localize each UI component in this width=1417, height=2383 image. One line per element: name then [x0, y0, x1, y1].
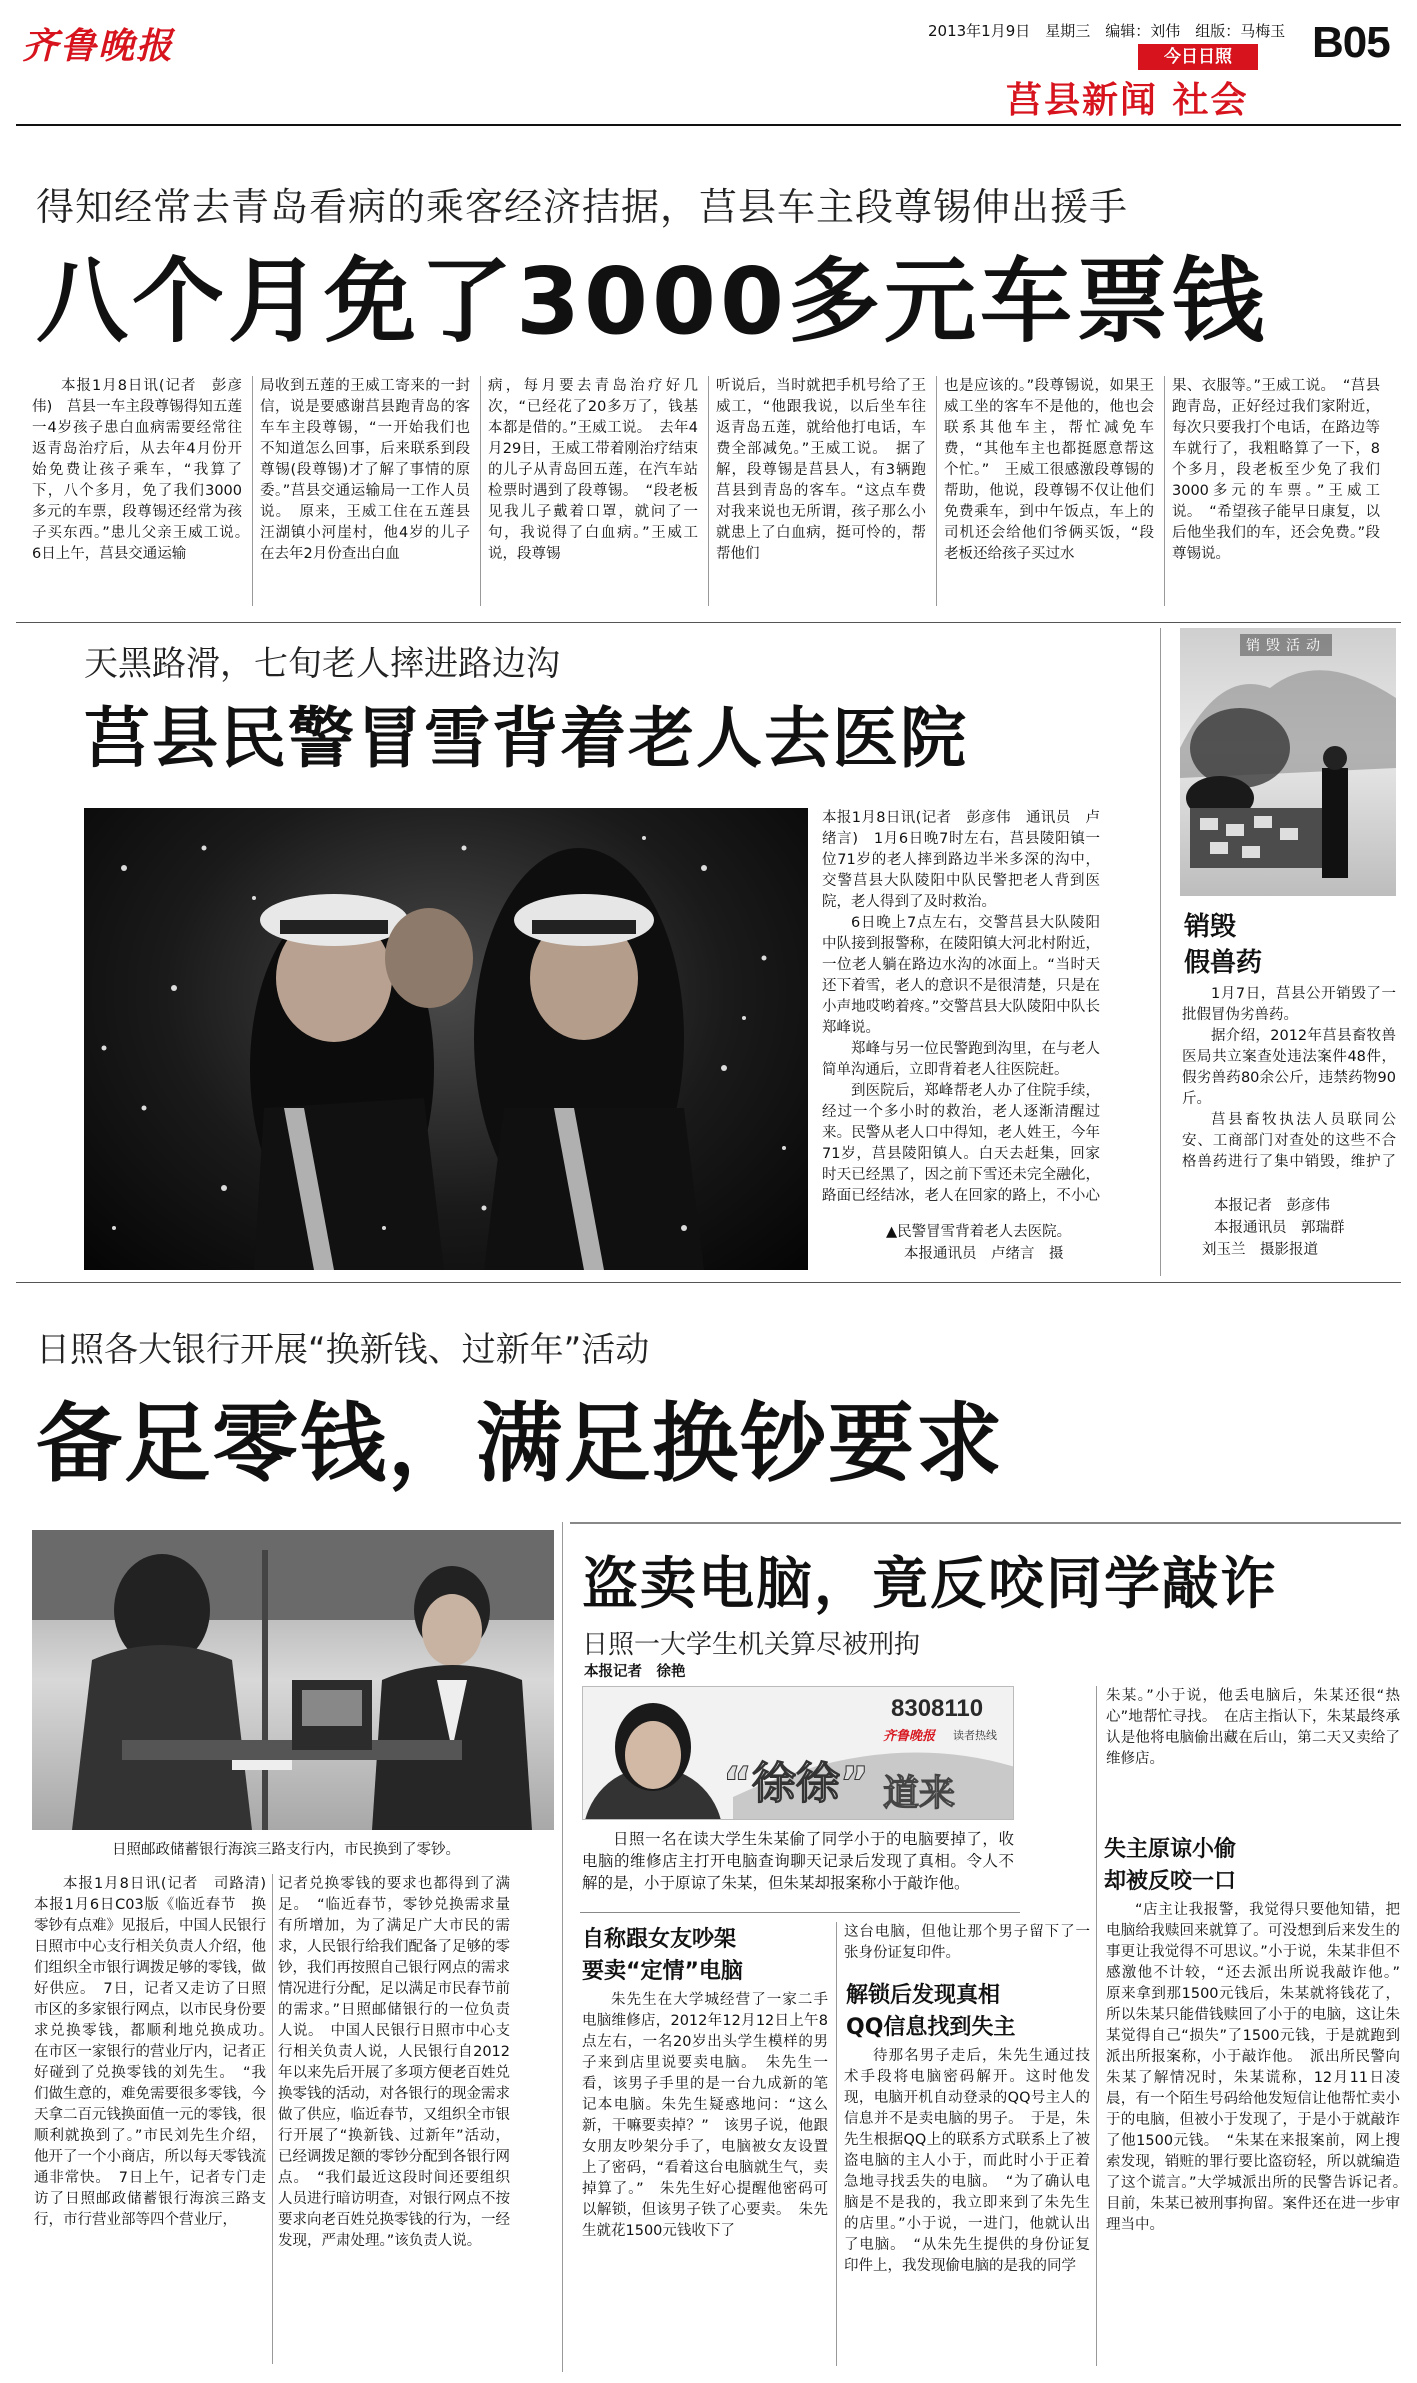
article-1-col-4-text: 听说后，当时就把手机号给了王威工，“他跟我说，以后坐车往返青岛五莲，就给他打电话，车费全部减免。”王威工说。 据了解，段尊锡是莒县人，有3辆跑莒县到青岛的客车。“这点车费对我来说也无所谓，孩子那么小就患上了白血病，挺可怜的，帮帮他们	[716, 378, 926, 562]
article-2-para: 到医院后，郑峰帮老人办了住院手续，经过一个多小时的救治，老人逐渐清醒过来。民警从老人口中得知，老人姓王，今年71岁，莒县陵阳镇人。白天去赶集，回家时天已经黑了，因之前下雪还未完全融化，路面已经结冰，老人在回家的路上，不小心	[822, 1083, 1100, 1204]
destroy-fake-drugs-photo	[1180, 628, 1396, 896]
sub-1-title-2: 要卖“定情”电脑	[582, 1959, 743, 1984]
photo-tag-label: 销毁活动	[1240, 634, 1332, 656]
column-badge	[582, 1686, 1014, 1820]
article-4-right-bottom-text: “店主让我报警，我觉得只要他知错，把电脑给我赎回来就算了。可没想到后来发生的事更让我觉得不可思议。”小于说，朱某非但不感激他不计较，“还去派出所说我敲诈他。” 原来拿到那1500元钱后，朱某就将钱花了，所以朱某只能借钱赎回了小于的电脑，这让朱某觉得自己“损失”了1500元钱，于是就跑到派出所报案称，小于敲诈他。 派出所民警向朱某了解情况时，朱某谎称，12月11日凌晨，有一个陌生号码给他发短信让他帮忙卖小于的电脑，但被小于发现了，于是小于就敲诈了他1500元钱。 “朱某在来报案前，网上搜索发现，销赃的罪行要比盗窃轻，所以就编造了这个谎言。”大学城派出所的民警告诉记者。 目前，朱某已被刑事拘留。案件还在进一步审理当中。	[1106, 1902, 1400, 2233]
article-4-lead-text: 日照一名在读大学生朱某偷了同学小于的电脑要掉了，收电脑的维修店主打开电脑查询聊天记录后发现了真相。令人不解的是，小于原谅了朱某，但朱某却报案称小于敲诈他。	[582, 1830, 1014, 1892]
article-1-col-4	[716, 376, 926, 616]
article-3-photo-caption: 日照邮政储蓄银行海滨三路支行内，市民换到了零钞。	[112, 1842, 460, 1858]
photo-illustration	[84, 808, 808, 1270]
col-divider	[708, 376, 709, 606]
article-3-col-2	[278, 1874, 510, 2368]
sub-2-top	[844, 1922, 1090, 1966]
article-4-byline: 本报记者 徐艳	[584, 1664, 686, 1680]
sidebar-headline-line1: 销毁	[1184, 912, 1237, 942]
article-2-body	[822, 808, 1100, 1208]
article-1-col-2-text: 局收到五莲的王威工寄来的一封信，说是要感谢莒县跑青岛的客车车主段尊锡，“一开始我们也不知道怎么回事，后来联系到段尊锡(段尊锡)才了解了事情的原委。”莒县交通运输局一工作人员说。 原来，王威工住在五莲县汪湖镇小河崖村，他4岁的儿子在去年2月份查出白血	[260, 378, 470, 562]
sidebar-credit-2: 本报通讯员 郭瑞群	[1214, 1220, 1345, 1236]
col-divider	[252, 376, 253, 606]
col-divider	[936, 376, 937, 606]
article-3-col-1-text: 本报1月8日讯(记者 司路清) 本报1月6日C03版《临近春节 换零钞有点难》见报后，中国人民银行日照市中心支行相关负责人介绍，他们组织全市银行调拨足够的零钱，做好供应。 7日，记者又走访了日照市区的多家银行网点，以市民身份要求兑换零钱，都顺利地兑换成功。 在市区一家银行的营业厅内，记者正好碰到了兑换零钱的刘先生。 “我们做生意的，难免需要很多零钱，今天拿二百元钱换面值一元的零钱，很顺利就换到了。”市民刘先生介绍，他开了一个小商店，所以每天零钱流通非常快。 7日上午，记者专门走访了日照邮政储蓄银行海滨三路支行，市行营业部等四个营业厅，	[34, 1876, 266, 2228]
col-divider	[836, 1922, 837, 2366]
article-3-kicker: 日照各大银行开展“换新钱、过新年”活动	[36, 1330, 650, 1370]
column-title-2: 道来	[883, 1773, 956, 1814]
article-4-right-subhead-1: 失主原谅小偷	[1104, 1837, 1237, 1862]
sidebar-credit-1: 本报记者 彭彦伟	[1214, 1198, 1330, 1214]
sub-2-body-text: 待那名男子走后，朱先生通过技术手段将电脑密码解开。这时他发现，电脑开机自动登录的QQ号主人的信息并不是卖电脑的男子。 于是，朱先生根据QQ上的联系方式联系上了被盗电脑的主人小于，而此时小于正着急地寻找丢失的电脑。 “为了确认电脑是不是我的，我立即来到了朱先生的店里。”小于说，一进门，他就认出了电脑。 “从朱先生提供的身份证复印件上，我发现偷电脑的是我的同学	[844, 2048, 1090, 2274]
article-4-right-bottom	[1106, 1900, 1400, 2370]
masthead-rule	[16, 124, 1401, 126]
article-1-col-3	[488, 376, 698, 616]
col-divider	[272, 1874, 273, 2364]
section-divider	[16, 622, 1401, 623]
section-title: 莒县新闻 社会	[1006, 80, 1249, 121]
col-divider	[1096, 1686, 1097, 2366]
sub-1-body	[582, 1990, 828, 2370]
article-1-col-6-text: 果、衣服等。”王威工说。 “莒县跑青岛，正好经过我们家附近，每次只要我打个电话，在路边等车就行了，我粗略算了一下，8个多月，段老板至少免了我们3000多元的车票。”王威工说。 “希望孩子能早日康复，以后他坐我们的车，还会免费。”段尊锡说。	[1172, 378, 1380, 562]
article-1-col-5	[944, 376, 1154, 616]
article-1-col-6	[1172, 376, 1380, 616]
date-editor-line: 2013年1月9日 星期三 编辑：刘伟 组版：马梅玉	[928, 22, 1286, 40]
article-1-col-1-text: 本报1月8日讯(记者 彭彦伟) 莒县一车主段尊锡得知五莲一4岁孩子患白血病需要经常往返青岛治疗后，从去年4月份开始免费让孩子乘车，“我算了下，八个多月，免了我们3000多元的车票，段尊锡还经常为孩子买东西。”患儿父亲王威工说。 6日上午，莒县交通运输	[32, 378, 242, 562]
article-1-columns	[32, 376, 1380, 616]
sidebar-body	[1182, 984, 1396, 1174]
article-1-col-3-text: 病，每月要去青岛治疗好几次，“已经花了20多万了，钱基本都是借的。”王威工说。 去年4月29日，王威工带着刚治疗结束的儿子从青岛回五莲，在汽车站检票时遇到了段尊锡。 “段老板见我儿子戴着口罩，就问了一句，我说得了白血病。”王威工说，段尊锡	[488, 378, 698, 562]
sidebar-credit-3: 刘玉兰 摄影报道	[1202, 1242, 1318, 1258]
newspaper-logo: 齐鲁晚报	[22, 25, 175, 67]
article-3-col-1	[34, 1874, 266, 2368]
article-4-right-subhead-2: 却被反咬一口	[1104, 1869, 1237, 1894]
column-hotline-label: 读者热线	[953, 1729, 997, 1742]
sidebar-para: 莒县畜牧执法人员联同公安、工商部门对查处的这些不合格兽药进行了集中销毁，维护了	[1182, 1112, 1396, 1170]
article-2-para: 郑峰与另一位民警跑到沟里，在与老人简单沟通后，立即背着老人往医院赶。	[822, 1041, 1100, 1078]
article-4-lead	[582, 1828, 1014, 1908]
article-2-photo-credit: 本报通讯员 卢绪言 摄	[904, 1246, 1064, 1262]
article-1-headline: 八个月免了3000多元车票钱	[36, 248, 1269, 355]
col-divider	[1164, 376, 1165, 606]
article-4-subhead: 日照一大学生机关算尽被刑拘	[582, 1630, 921, 1660]
sub-1-title-1: 自称跟女友吵架	[582, 1927, 737, 1952]
article-1-kicker: 得知经常去青岛看病的乘客经济拮据，莒县车主段尊锡伸出援手	[36, 185, 1129, 229]
article-4-right-top	[1106, 1686, 1400, 1826]
sidebar-divider	[1160, 628, 1161, 1276]
article-2-para: 6日晚上7点左右，交警莒县大队陵阳中队接到报警称，在陵阳镇大河北村附近，一位老人躺在路边水沟的冰面上。“当时天还下着雪，老人的意识不是很清楚，只是在小声地哎哟着疼。”交警莒县大队陵阳中队长郑峰说。	[822, 915, 1100, 1036]
article-4-headline: 盗卖电脑，竟反咬同学敲诈	[582, 1552, 1278, 1617]
column-logo: 齐鲁晚报	[883, 1729, 936, 1744]
sub-2-title-1: 解锁后发现真相	[846, 1983, 1001, 2008]
article-2-headline: 莒县民警冒雪背着老人去医院	[84, 700, 968, 777]
bank-photo-illustration	[32, 1530, 554, 1830]
article-1-col-2	[260, 376, 470, 616]
edition-tag: 今日日照	[1138, 44, 1258, 70]
sub-2-body	[844, 2046, 1090, 2368]
col-divider	[480, 376, 481, 606]
sub-2-title-2: QQ信息找到失主	[846, 2015, 1016, 2040]
sub-2-top-text: 这台电脑，但他让那个男子留下了一张身份证复印件。	[844, 1924, 1090, 1961]
article-1-col-1	[32, 376, 242, 616]
article-4-lead-rule	[580, 1912, 1020, 1913]
sidebar-photo-illustration	[1180, 628, 1396, 896]
article-3-col-2-text: 记者兑换零钱的要求也都得到了满足。 “临近春节，零钞兑换需求量有所增加，为了满足广大市民的需求，人民银行给我们配备了足够的零钞，我们再按照自己银行网点的需求情况进行分配，足以满足市民春节前的需求。”日照邮储银行的一位负责人说。 中国人民银行日照市中心支行相关负责人说，人民银行自2012年以来先后开展了多项方便老百姓兑换零钱的活动，对各银行的现金需求做了供应，临近春节，又组织全市银行开展了“换新钱、过新年”活动，已经调拨足额的零钞分配到各银行网点。 “我们最近这段时间还要组织人员进行暗访明查，对银行网点不按要求向老百姓兑换零钱的行为，一经发现，严肃处理。”该负责人说。	[278, 1876, 510, 2249]
article-2-para: 本报1月8日讯(记者 彭彦伟 通讯员 卢绪言) 1月6日晚7时左右，莒县陵阳镇一位71岁的老人摔到路边半米多深的沟中，交警莒县大队陵阳中队民警把老人背到医院，老人得到了及时救治。	[822, 810, 1100, 910]
column-title-1: “徐徐”	[723, 1758, 869, 1809]
article-2-kicker: 天黑路滑，七旬老人摔进路边沟	[84, 644, 560, 684]
page-number: B05	[1312, 18, 1390, 67]
column-hotline: 8308110	[891, 1695, 984, 1722]
masthead	[0, 0, 1417, 130]
article-2-photo-caption: ▲民警冒雪背着老人去医院。	[886, 1224, 1072, 1240]
article-4-right-top-text: 朱某。”小于说，他丢电脑后，朱某还很“热心”地帮忙寻找。 在店主指认下，朱某最终承认是他将电脑偷出藏在后山，第二天又卖给了维修店。	[1106, 1688, 1400, 1767]
sub-1-body-text: 朱先生在大学城经营了一家二手电脑维修店，2012年12月12日上午8点左右，一名20岁出头学生模样的男子来到店里说要卖电脑。 朱先生一看，该男子手里的是一台九成新的笔记本电脑。朱先生疑惑地问：“这么新，干嘛要卖掉？” 该男子说，他跟女朋友吵架分手了，电脑被女友设置上了密码，“看着这台电脑就生气，卖掉算了。” 朱先生好心提醒他密码可以解锁，但该男子铁了心要卖。 朱先生就花1500元钱收下了	[582, 1992, 828, 2239]
sidebar-para: 据介绍，2012年莒县畜牧兽医局共立案查处违法案件48件，假劣兽药80余公斤，违禁药物90斤。	[1182, 1028, 1396, 1107]
sidebar-headline-line2: 假兽药	[1184, 948, 1263, 978]
bank-counter-photo	[32, 1530, 554, 1830]
sidebar-para: 1月7日，莒县公开销毁了一批假冒伪劣兽药。	[1182, 986, 1396, 1023]
article-1-col-5-text: 也是应该的。”段尊锡说，如果王威工坐的客车不是他的，他也会联系其他车主，帮忙减免车费，“其他车主也都挺愿意帮这个忙。” 王威工很感激段尊锡的帮助，他说，段尊锡不仅让他们免费乘车，到中午饭点，车上的司机还会给他们爷俩买饭，“段老板还给孩子买过水	[944, 378, 1154, 562]
section-divider	[16, 1282, 1401, 1283]
police-carrying-elder-photo	[84, 808, 808, 1270]
section-vdivider	[562, 1522, 563, 2372]
article-3-headline: 备足零钱，满足换钞要求	[36, 1394, 1004, 1494]
